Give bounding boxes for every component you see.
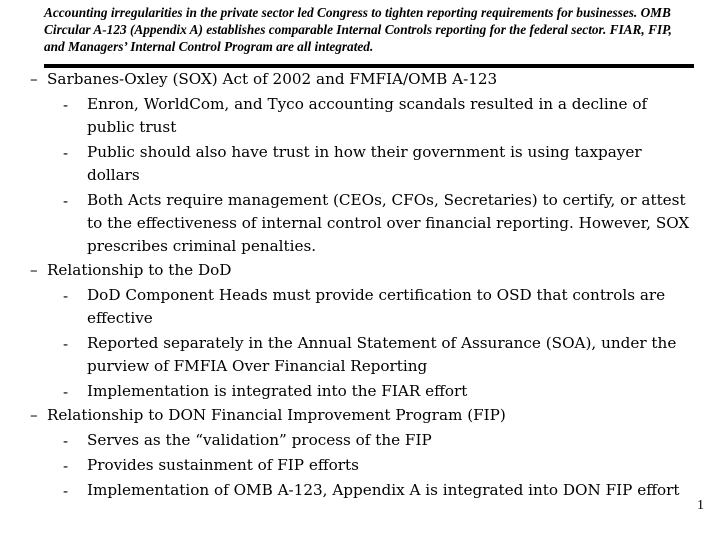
bullet-text: Serves as the “validation” process of the FIP: [87, 431, 432, 449]
bullet-text: Enron, WorldCom, and Tyco accounting scandals resulted in a decline of public trust: [87, 95, 648, 136]
bullet-item: [30, 429, 690, 452]
section-dod: [30, 258, 690, 282]
level1-dash: –: [30, 70, 38, 88]
bullet-text: Both Acts require management (CEOs, CFOs, Secretaries) to certify, or attest to the effectiveness of internal control over financial reporting. However, SOX prescribes criminal penalties.: [87, 191, 690, 255]
section-sox: [30, 67, 690, 91]
page-number: 1: [697, 498, 704, 513]
level2-dash: -: [63, 335, 69, 353]
level2-dash: -: [63, 192, 69, 210]
bullet-item: [30, 479, 690, 502]
bullet-text: Implementation of OMB A-123, Appendix A is integrated into DON FIP effort: [87, 481, 680, 499]
bullet-item: [30, 332, 690, 378]
bullet-text: Public should also have trust in how their government is using taxpayer dollars: [87, 143, 642, 184]
slide-body: [30, 67, 690, 502]
section-title: Relationship to the DoD: [47, 261, 232, 279]
bullet-text: DoD Component Heads must provide certification to OSD that controls are effective: [87, 286, 666, 327]
level2-dash: -: [63, 457, 69, 475]
section-fip: [30, 403, 690, 427]
level2-dash: -: [63, 432, 69, 450]
level2-dash: -: [63, 383, 69, 401]
level1-dash: –: [30, 261, 38, 279]
bullet-text: Implementation is integrated into the FIAR effort: [87, 382, 468, 400]
section-title: Sarbanes-Oxley (SOX) Act of 2002 and FMFIA/OMB A-123: [47, 70, 498, 88]
bullet-item: [30, 141, 690, 187]
level1-dash: –: [30, 406, 38, 424]
bullet-item: [30, 93, 690, 139]
level2-dash: -: [63, 287, 69, 305]
bullet-item: [30, 380, 690, 403]
level2-dash: -: [63, 144, 69, 162]
level2-dash: -: [63, 96, 69, 114]
slide-header: Accounting irregularities in the private sector led Congress to tighten reporting requirements for businesses. OMB Circular A-123 (Appendix A) establishes comparable Internal Controls reporting for the federal sector. FIAR, FIP, and Managers’ Internal Control Program are all integrated.: [44, 5, 672, 54]
level2-dash: -: [63, 482, 69, 500]
bullet-item: [30, 454, 690, 477]
bullet-item: [30, 284, 690, 330]
section-title: Relationship to DON Financial Improvement Program (FIP): [47, 406, 506, 424]
bullet-text: Reported separately in the Annual Statement of Assurance (SOA), under the purview of FMFIA Over Financial Reporting: [87, 334, 677, 375]
bullet-item: [30, 189, 690, 258]
bullet-text: Provides sustainment of FIP efforts: [87, 456, 359, 474]
